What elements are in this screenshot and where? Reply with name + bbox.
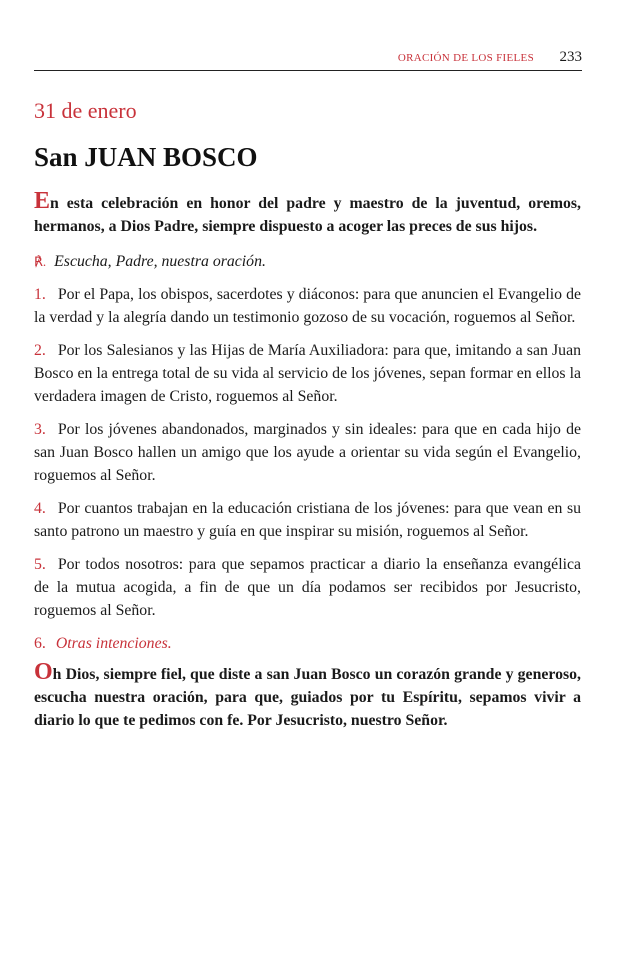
petition-text: Por cuantos trabajan en la educación cristiana de los jóvenes: para que vean en su santo patrono un maestro y guía en que inspirar su misión, roguemos al Señor. (34, 500, 581, 540)
petition-number: 5. (34, 556, 46, 573)
other-intentions-text: Otras intenciones. (55, 635, 172, 652)
petition-text: Por los jóvenes abandonados, marginados y sin ideales: para que en cada hijo de san Juan Bosco hallen un amigo que los ayude a orientar su vida según el Evangelio, roguemos al Señor. (34, 421, 581, 484)
closing-prayer (34, 661, 581, 732)
page-title: San JUAN BOSCO (34, 142, 258, 172)
petition-number: 3. (34, 421, 46, 438)
petition-5 (34, 553, 581, 622)
petition-1 (34, 283, 581, 329)
intro-initial: E (34, 188, 51, 214)
petition-number: 6. (34, 635, 46, 652)
petition-number: 2. (34, 342, 46, 359)
petition-text: Por el Papa, los obispos, sacerdotes y diáconos: para que anuncien el Evangelio de la verdad y la alegría dando un testimonio gozoso de su vocación, roguemos al Señor. (34, 286, 581, 326)
prayer-initial: O (34, 659, 53, 685)
response-line (34, 250, 581, 273)
page-header (34, 48, 582, 71)
petition-3 (34, 418, 581, 487)
running-head: ORACIÓN DE LOS FIELES (397, 52, 534, 64)
petition-number: 1. (34, 286, 46, 303)
page-number: 233 (559, 49, 582, 65)
petition-6-other (34, 632, 581, 655)
petition-2 (34, 339, 581, 408)
prayer-text: h Dios, siempre fiel, que diste a san Juan Bosco un corazón grande y generoso, escucha nuestra oración, para que, guiados por tu Espíritu, sepamos vivir a diario lo que te pedimos con fe. Por Jesucristo, nuestro Señor. (34, 666, 581, 729)
prayer-content (34, 190, 581, 732)
feast-date: 31 de enero (34, 98, 137, 123)
response-text: Escucha, Padre, nuestra oración. (54, 253, 266, 270)
intro-paragraph (34, 190, 581, 238)
petition-number: 4. (34, 500, 46, 517)
petition-text: Por los Salesianos y las Hijas de María Auxiliadora: para que, imitando a san Juan Bosco en la entrega total de su vida al servicio de los jóvenes, sepan formar en ellos la verdadera imagen de Cristo, roguemos al Señor. (34, 342, 581, 405)
response-symbol: ℟. (34, 254, 47, 269)
intro-text: n esta celebración en honor del padre y maestro de la juventud, oremos, hermanos, a Dios Padre, siempre dispuesto a acoger las preces de sus hijos. (34, 195, 581, 235)
petition-text: Por todos nosotros: para que sepamos practicar a diario la enseñanza evangélica de la mutua acogida, a fin de que un día podamos ser recibidos por Jesucristo, roguemos al Señor. (34, 556, 581, 619)
petition-4 (34, 497, 581, 543)
